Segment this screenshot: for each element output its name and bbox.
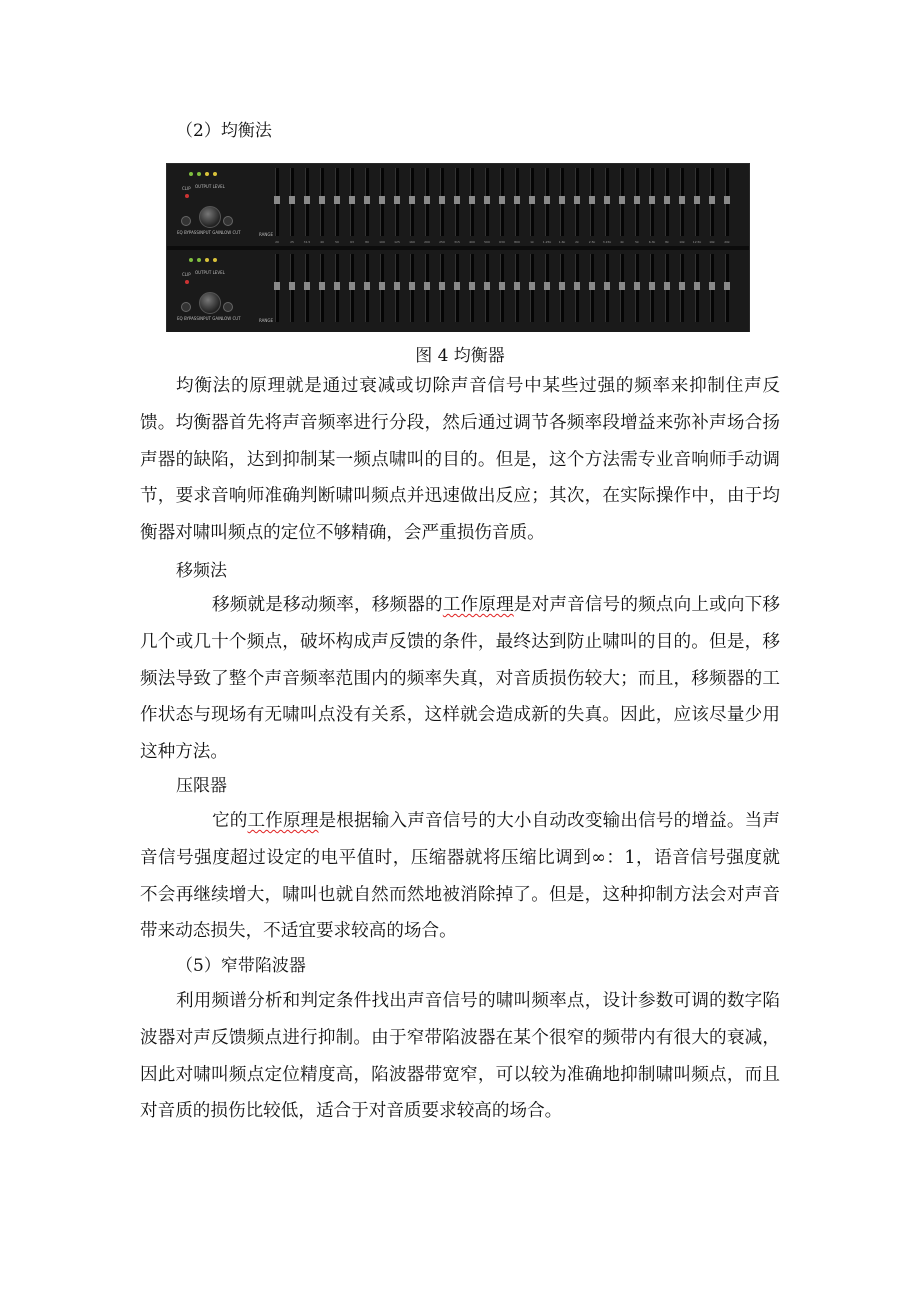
section-5-heading: （5）窄带陷波器 bbox=[176, 956, 306, 976]
frequency-label: 100 bbox=[379, 240, 385, 244]
frequency-label: 12.5k bbox=[692, 240, 702, 244]
frequency-label: 3.15k bbox=[602, 240, 612, 244]
led-icon bbox=[189, 258, 193, 262]
fader-bank bbox=[271, 254, 735, 324]
clip-led-icon bbox=[185, 280, 189, 284]
frequency-label: 8k bbox=[665, 240, 669, 244]
input-gain-knob-icon bbox=[199, 206, 221, 228]
clip-label: CLIP bbox=[182, 272, 191, 277]
fader-slider-icon bbox=[725, 254, 729, 322]
fader-slider-icon bbox=[665, 254, 669, 322]
frequency-label: 4k bbox=[620, 240, 624, 244]
limiter-heading: 压限器 bbox=[176, 776, 227, 796]
spellcheck-underlined-term: 工作原理 bbox=[247, 811, 319, 831]
fader-slider-icon bbox=[410, 168, 414, 236]
eq-bypass-button-icon bbox=[181, 302, 191, 312]
fader-slider-icon bbox=[635, 254, 639, 322]
frequency-label: 20 bbox=[275, 240, 279, 244]
text-run: 是对声音信号的频点向上或向下移几个或几十个频点，破坏构成声反馈的条件，最终达到防止啸叫的目的。但是，移频法导致了整个声音频率范围内的频率失真，对音质损伤较大；而且，移频器的工作状态与现场有无啸叫点没有关系，这样就会造成新的失真。因此，应该尽量少用这种方法。 bbox=[140, 595, 780, 763]
frequency-label: 400 bbox=[469, 240, 475, 244]
fader-slider-icon bbox=[620, 254, 624, 322]
fader-slider-icon bbox=[545, 168, 549, 236]
fader-slider-icon bbox=[485, 254, 489, 322]
shift-heading: 移频法 bbox=[176, 561, 227, 581]
eq-bypass-label: EQ BYPASS bbox=[177, 230, 199, 235]
fader-slider-icon bbox=[335, 254, 339, 322]
led-icon bbox=[213, 172, 217, 176]
frequency-label: 125 bbox=[394, 240, 400, 244]
equalizer-image bbox=[166, 163, 750, 332]
fader-slider-icon bbox=[725, 168, 729, 236]
fader-slider-icon bbox=[500, 254, 504, 322]
control-panel bbox=[167, 250, 241, 332]
fader-slider-icon bbox=[380, 168, 384, 236]
fader-slider-icon bbox=[560, 168, 564, 236]
fader-slider-icon bbox=[455, 168, 459, 236]
equalizer-unit-bottom bbox=[167, 250, 749, 332]
fader-slider-icon bbox=[680, 168, 684, 236]
fader-slider-icon bbox=[575, 254, 579, 322]
led-icon bbox=[197, 258, 201, 262]
frequency-label: 250 bbox=[439, 240, 445, 244]
led-icon bbox=[205, 172, 209, 176]
frequency-label: 2.5k bbox=[588, 240, 596, 244]
control-panel bbox=[167, 164, 241, 246]
frequency-label: 630 bbox=[499, 240, 505, 244]
fader-slider-icon bbox=[395, 168, 399, 236]
fader-bank bbox=[271, 168, 735, 238]
fader-slider-icon bbox=[395, 254, 399, 322]
frequency-label: 500 bbox=[484, 240, 490, 244]
led-icon bbox=[213, 258, 217, 262]
fader-slider-icon bbox=[290, 168, 294, 236]
range-label: RANGE bbox=[259, 318, 273, 323]
frequency-label: 80 bbox=[365, 240, 369, 244]
text-run: 移频就是移动频率，移频器的 bbox=[212, 595, 443, 615]
output-level-label: OUTPUT LEVEL bbox=[195, 184, 225, 189]
spellcheck-underlined-term: 工作原理 bbox=[442, 595, 514, 615]
led-icon bbox=[189, 172, 193, 176]
fader-slider-icon bbox=[440, 254, 444, 322]
fader-slider-icon bbox=[530, 168, 534, 236]
eq-bypass-label: EQ BYPASS bbox=[177, 316, 199, 321]
frequency-label: 160 bbox=[409, 240, 415, 244]
fader-slider-icon bbox=[605, 254, 609, 322]
fader-slider-icon bbox=[305, 254, 309, 322]
figure-caption: 图 4 均衡器 bbox=[415, 346, 505, 366]
frequency-label: 63 bbox=[350, 240, 354, 244]
fader-slider-icon bbox=[350, 254, 354, 322]
fader-slider-icon bbox=[365, 254, 369, 322]
low-cut-button-icon bbox=[223, 302, 233, 312]
text-run: 它的 bbox=[212, 811, 248, 831]
frequency-label: 5k bbox=[635, 240, 639, 244]
clip-led-icon bbox=[185, 194, 189, 198]
low-cut-label: LOW CUT bbox=[222, 230, 241, 235]
frequency-label: 6.3k bbox=[648, 240, 656, 244]
fader-slider-icon bbox=[695, 168, 699, 236]
frequency-label: 10k bbox=[679, 240, 685, 244]
output-level-label: OUTPUT LEVEL bbox=[195, 270, 225, 275]
frequency-label: 1.25k bbox=[542, 240, 552, 244]
fader-slider-icon bbox=[305, 168, 309, 236]
fader-slider-icon bbox=[695, 254, 699, 322]
equalizer-unit-top bbox=[167, 164, 749, 246]
fader-slider-icon bbox=[710, 168, 714, 236]
fader-slider-icon bbox=[470, 254, 474, 322]
low-cut-button-icon bbox=[223, 216, 233, 226]
frequency-label: 1k bbox=[530, 240, 534, 244]
fader-slider-icon bbox=[575, 168, 579, 236]
fader-slider-icon bbox=[350, 168, 354, 236]
fader-slider-icon bbox=[650, 254, 654, 322]
paragraph-equalizer: 均衡法的原理就是通过衰减或切除声音信号中某些过强的频率来抑制住声反馈。均衡器首先将声音频率进行分段，然后通过调节各频率段增益来弥补声场合扬声器的缺陷，达到抑制某一频点啸叫的目的。但是，这个方法需专业音响师手动调节，要求音响师准确判断啸叫频点并迅速做出反应；其次，在实际操作中，由于均衡器对啸叫频点的定位不够精确，会严重损伤音质。 bbox=[140, 376, 780, 544]
fader-slider-icon bbox=[275, 168, 279, 236]
frequency-label: 200 bbox=[424, 240, 430, 244]
fader-slider-icon bbox=[605, 168, 609, 236]
fader-slider-icon bbox=[590, 168, 594, 236]
frequency-label: 20k bbox=[724, 240, 730, 244]
input-gain-label: INPUT GAIN bbox=[199, 230, 223, 235]
fader-slider-icon bbox=[485, 168, 489, 236]
fader-slider-icon bbox=[365, 168, 369, 236]
fader-slider-icon bbox=[335, 168, 339, 236]
input-gain-knob-icon bbox=[199, 292, 221, 314]
fader-slider-icon bbox=[515, 168, 519, 236]
fader-slider-icon bbox=[635, 168, 639, 236]
frequency-label: 31.5 bbox=[303, 240, 311, 244]
frequency-label: 50 bbox=[335, 240, 339, 244]
fader-slider-icon bbox=[455, 254, 459, 322]
fader-slider-icon bbox=[290, 254, 294, 322]
fader-slider-icon bbox=[470, 168, 474, 236]
fader-slider-icon bbox=[680, 254, 684, 322]
frequency-label: 1.6k bbox=[558, 240, 566, 244]
paragraph-frequency-shift bbox=[140, 587, 780, 771]
fader-slider-icon bbox=[425, 254, 429, 322]
fader-slider-icon bbox=[665, 168, 669, 236]
text-run: 是根据输入声音信号的大小自动改变输出信号的增益。当声音信号强度超过设定的电平值时，压缩器就将压缩比调到∞：1，语音信号强度就不会再继续增大，啸叫也就自然而然地被消除掉了。但是，这种抑制方法会对声音带来动态损失，不适宜要求较高的场合。 bbox=[140, 811, 780, 942]
section-2-heading: （2）均衡法 bbox=[176, 121, 272, 141]
clip-label: CLIP bbox=[182, 186, 191, 191]
fader-slider-icon bbox=[545, 254, 549, 322]
fader-slider-icon bbox=[320, 168, 324, 236]
range-label: RANGE bbox=[259, 232, 273, 237]
fader-slider-icon bbox=[530, 254, 534, 322]
frequency-label: 40 bbox=[320, 240, 324, 244]
fader-slider-icon bbox=[620, 168, 624, 236]
paragraph-notch-filter: 利用频谱分析和判定条件找出声音信号的啸叫频率点，设计参数可调的数字陷波器对声反馈频点进行抑制。由于窄带陷波器在某个很窄的频带内有很大的衰减，因此对啸叫频点定位精度高，陷波器带宽窄，可以较为准确地抑制啸叫频点，而且对音质的损伤比较低，适合于对音质要求较高的场合。 bbox=[140, 991, 780, 1122]
frequency-label: 315 bbox=[454, 240, 460, 244]
fader-slider-icon bbox=[410, 254, 414, 322]
fader-slider-icon bbox=[320, 254, 324, 322]
fader-slider-icon bbox=[560, 254, 564, 322]
paragraph-limiter bbox=[140, 803, 780, 950]
eq-bypass-button-icon bbox=[181, 216, 191, 226]
fader-slider-icon bbox=[425, 168, 429, 236]
fader-slider-icon bbox=[590, 254, 594, 322]
fader-slider-icon bbox=[650, 168, 654, 236]
led-icon bbox=[205, 258, 209, 262]
frequency-label: 800 bbox=[514, 240, 520, 244]
frequency-label: 16k bbox=[709, 240, 715, 244]
low-cut-label: LOW CUT bbox=[222, 316, 241, 321]
fader-slider-icon bbox=[440, 168, 444, 236]
frequency-label: 25 bbox=[290, 240, 294, 244]
fader-slider-icon bbox=[275, 254, 279, 322]
fader-slider-icon bbox=[380, 254, 384, 322]
fader-slider-icon bbox=[710, 254, 714, 322]
fader-slider-icon bbox=[515, 254, 519, 322]
led-icon bbox=[197, 172, 201, 176]
fader-slider-icon bbox=[500, 168, 504, 236]
frequency-label: 2k bbox=[575, 240, 579, 244]
input-gain-label: INPUT GAIN bbox=[199, 316, 223, 321]
